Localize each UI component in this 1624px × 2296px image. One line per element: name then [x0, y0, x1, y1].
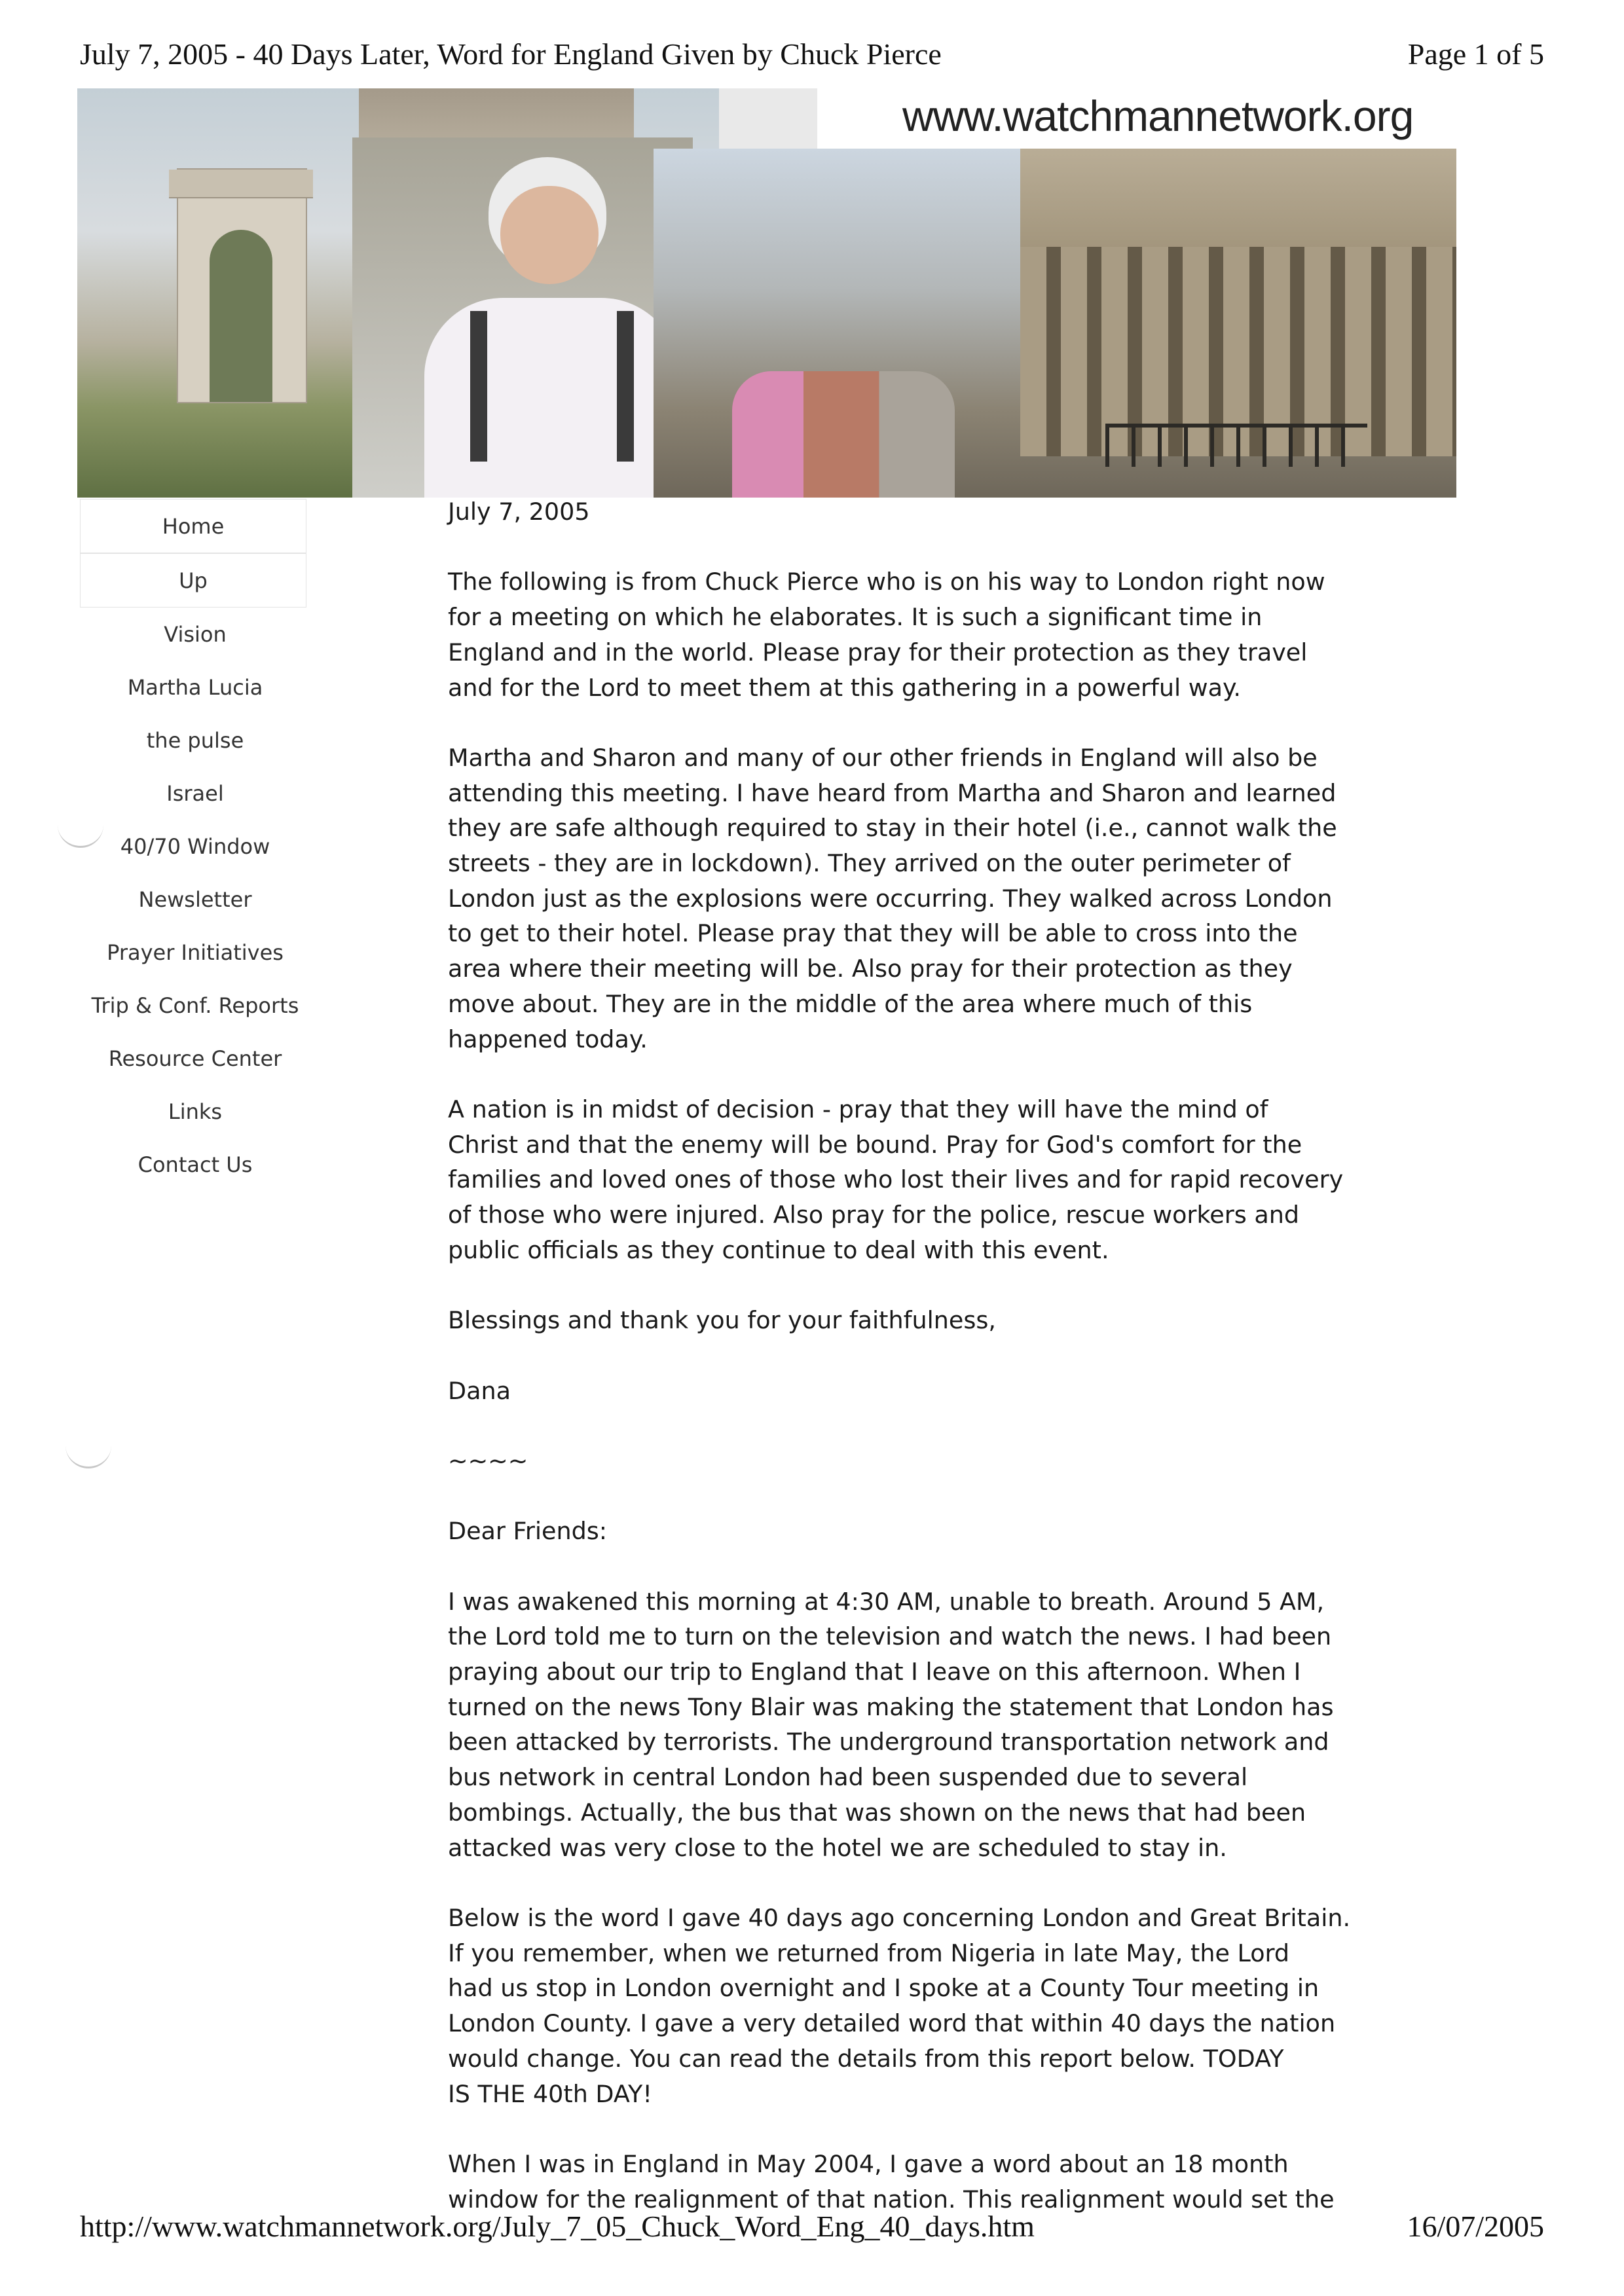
article-paragraph: A nation is in midst of decision - pray that they will have the mind of Christ and that the enemy will be bound. Pray for God's comfort for the families and loved ones of those who lost their lives and for rapid recovery of those who were injured. Also pray for the police, rescue workers and public officials as they continue to deal with this event.: [448, 1095, 1344, 1264]
nav-prayer-initiatives[interactable]: Prayer Initiatives: [107, 939, 284, 965]
banner-portrait-photo: [352, 137, 693, 498]
article-divider: ~~~~: [448, 1446, 528, 1475]
colosseum-image: [1020, 149, 1456, 456]
arch-of-titus-image: [177, 168, 307, 403]
article-date: July 7, 2005: [448, 498, 590, 526]
article-closing: Blessings and thank you for your faithfulness,: [448, 1306, 996, 1335]
nav-home[interactable]: Home: [80, 499, 306, 553]
article-paragraph: The following is from Chuck Pierce who is on his way to London right now for a meeting on which he elaborates. It is such a significant time in England and in the world. Please pray for their protection as they travel and for the Lord to meet them at this gathering in a powerful way.: [448, 568, 1325, 702]
article-paragraph: I was awakened this morning at 4:30 AM, unable to breath. Around 5 AM, the Lord told me to turn on the television and watch the news. I had been praying about our trip to England that I leave on this afternoon. When I turned on the news Tony Blair was making the statement that London has been attacked by terrorists. The underground transportation network and bus network in central London had been suspended due to several bombings. Actually, the bus that was shown on the news that had been attacked was very close to the hotel we are scheduled to stay in.: [448, 1587, 1334, 1862]
print-footer-url: http://www.watchmannetwork.org/July_7_05_Chuck_Word_Eng_40_days.htm: [80, 2210, 1035, 2243]
print-header-title: July 7, 2005 - 40 Days Later, Word for England Given by Chuck Pierce: [80, 37, 942, 71]
nav-vision[interactable]: Vision: [164, 621, 227, 647]
article-paragraph: Below is the word I gave 40 days ago concerning London and Great Britain. If you remember, when we returned from Nigeria in late May, the Lord had us stop in London overnight and I spoke at a County Tour meeting in London County. I gave a very detailed word that within 40 days the nation would change. You can read the details from this report below. TODAY IS THE 40th DAY!: [448, 1903, 1351, 2108]
nav-links[interactable]: Links: [168, 1099, 223, 1124]
article-body: [448, 494, 1352, 2252]
article-signature: Dana: [448, 1376, 511, 1405]
nav-the-pulse[interactable]: the pulse: [146, 727, 244, 753]
header-banner: [77, 88, 1456, 498]
scan-artifact-mark: [65, 1440, 111, 1468]
article-paragraph: Martha and Sharon and many of our other friends in England will also be attending this meeting. I have heard from Martha and Sharon and learned they are safe although required to stay in their hotel (i.e., cannot walk the streets - they are in lockdown). They arrived on the outer perimeter of London just as the explosions were occurring. They walked across London to get to their hotel. Please pray that they will be able to cross into the area where their meeting will be. Also pray for their protection as they move about. They are in the middle of the area where much of this happened today.: [448, 743, 1337, 1053]
print-footer: [0, 2209, 1624, 2248]
article-greeting: Dear Friends:: [448, 1517, 608, 1546]
nav-up[interactable]: Up: [80, 553, 306, 608]
nav-martha-lucia[interactable]: Martha Lucia: [127, 674, 263, 700]
article-paragraph: When I was in England in May 2004, I gave a word about an 18 month window for the realignment of that nation. This realignment would set the: [448, 2149, 1335, 2214]
site-address: www.watchmannetwork.org: [902, 92, 1414, 140]
print-header: [0, 37, 1624, 76]
nav-40-70-window[interactable]: 40/70 Window: [120, 833, 270, 859]
banner-photo-colosseum: [654, 149, 1456, 498]
print-footer-date: 16/07/2005: [1407, 2210, 1544, 2243]
print-header-page: Page 1 of 5: [1407, 37, 1544, 71]
nav-contact-us[interactable]: Contact Us: [138, 1152, 253, 1177]
sidebar-nav: [77, 499, 313, 1191]
nav-trip-conf-reports[interactable]: Trip & Conf. Reports: [91, 993, 299, 1018]
site-address-strip: [817, 88, 1456, 149]
group-photo: [732, 371, 955, 498]
railing-image: [1105, 424, 1367, 467]
nav-resource-center[interactable]: Resource Center: [108, 1046, 282, 1071]
nav-newsletter[interactable]: Newsletter: [138, 886, 252, 912]
nav-israel[interactable]: Israel: [166, 780, 224, 806]
